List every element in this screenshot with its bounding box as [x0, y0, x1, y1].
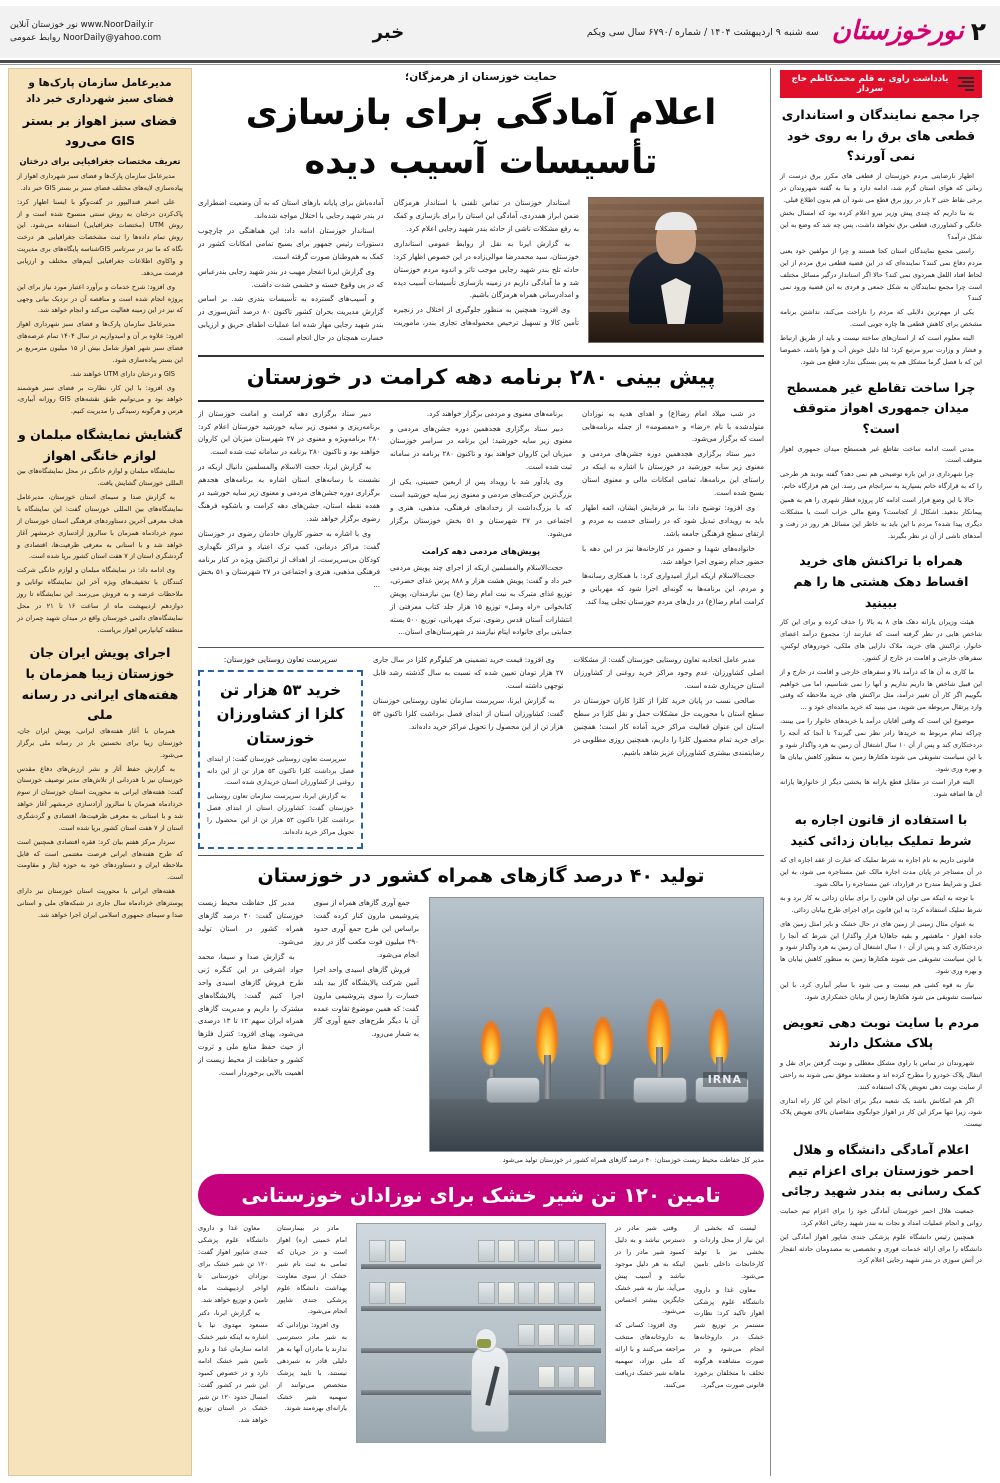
left-article-3-headline[interactable]: اجرای پویش ایران جان خوزستان زیبا همزمان با هفته‌های ایرانی در رسانه ملی — [21, 645, 179, 723]
storage-tank — [486, 1077, 540, 1103]
paragraph: لیست که بخشی از این نیاز از محل واردات و بخشی نیز با تولید کارخانجات داخلی تامین می‌شود. — [694, 1224, 764, 1280]
kolza-row — [198, 654, 764, 848]
masthead — [0, 6, 1000, 58]
paragraph: مادر در بیمارستان امام خمینی (ره) اهواز است و در جریان که تمامی به ثبت نام شیر خشک از سوی معاونت بهداشت دانشگاه علوم پزشکی جندی شاپور انجام می‌شود. — [277, 1224, 347, 1316]
paragraph: به گزارش ایرنا به نقل از روابط عمومی استانداری خوزستان، سید محمدرضا موالی‌زاده در این خصوص اظهار کرد: حادثه تلخ بندر شهید رجایی موجب تاثر و اندوه مردم خوزستان شد و ما آمادگی داریم در زمینه بازسازی تأسیسات آسیب دیده و امدادرسانی همراه هرمزگان باشیم. — [393, 238, 579, 300]
right-article-2-body — [780, 444, 982, 543]
paragraph: هیئت وزیران یارانه دهک های ۸ به بالا را حذف کرده و برای این کار شاخص هایی در نظر گرفته است که عبارتند از: مجموع درآمد اعضای خانوار، تراکنش های خرید، ملاک دارایی های ملکی، خودروهای لوکس، سفرهای خارجی و اقامت در خارج از کشور. — [780, 618, 982, 662]
left-article-2-body — [17, 466, 183, 636]
story2-band — [198, 355, 764, 402]
paragraph: شهروندان در تماس با راوی مشکل معطلی و نوبت گرفتن برای نقل و انتقال پلاک خودرو را مطرح کرده اند و معتقدند موفق نمی شوند به راحتی از سایت نوبت دهی تعویض پلاک استفاده کنند. — [780, 1058, 982, 1091]
website-label: نور خوزستان آنلاین — [10, 19, 78, 30]
paragraph: به گزارش صدا و سیما، محمد جواد اشرفی در این کنگره ژنی طرح فروش گازهای اسیدی واحد اجرا کنیم گفت: پالایشگاه‌های مشترک را داریم و مدیریت گازهای همراه ایران سهم ۱۲ تا ۱۳ درصدی می‌شود، پهنای افزود: کنترل فلزها از حیث حفظ منابع ملی و ثروت کشور و حفاظت از محیط زیست از اهمیت بالایی برخوردار است. — [198, 951, 304, 1078]
paragraph: حالا با این وضع قرار است ادامه کار پروژه قطار شهری را هم به همین پیمانکار بدهید. اشکال از کجاست؟ وضع مالی خراب است یا مشکلات دیگری پیدا شده؟ مردم با این باید به خاطر این مسائل هر روز در رفت و آمدهای ناشی از آن در نظر بگیرند. — [780, 495, 982, 540]
newspaper-logo — [832, 18, 964, 45]
paragraph: مدتی است ادامه ساخت تقاطع غیر همسطح میدان جمهوری اهواز متوقف است. — [780, 444, 982, 465]
story2-col-3 — [582, 408, 764, 642]
paragraph: وی گزارش ایرنا انفجار مهیب در بندر شهید رجایی بندرعباس که در پی وقوع خسته و خشمی شدت داشت. — [198, 266, 384, 289]
website-line — [10, 19, 190, 32]
right-article-3-headline[interactable]: همراه با تراکنش های خرید اقساط دهک هشتی ها را هم ببینید — [793, 553, 969, 610]
right-article-4-headline[interactable]: با استفاده از قانون اجاره به شرط تملیک بیابان زدائی کنید — [790, 812, 972, 848]
gas-row — [198, 897, 764, 1166]
lead-story-header — [198, 68, 764, 188]
paragraph: استاندار خوزستان در تماس تلفنی با استاندار هرمزگان ضمن ابراز همدردی، آمادگی این استان را برای بازسازی و کمک به رفع مشکلات ناشی از حادثه بندر شهید رجایی اعلام کرد. — [393, 198, 579, 233]
paragraph: با توجه به اینکه می توان این قانون را برای بیابان زدائی به کار برد و به شرط تملیک استفاده کرد: به این قانون برای اجرای طرح بیابان زدائی. — [780, 893, 982, 914]
paragraph: حجت‌الاسلام والمسلمین اریکه از اجرای چند پویش مردمی خبر داد و گفت: پویش هشت هزار و ۸۸۸ پرس غذای حضرتی، توزیع غذای متبرک به نیت امام رضا (ع) بین نیازمندان، پویش کتابخوانی «راه وصل» توزیع ۱۵ هزار جلد کتاب معرفتی از انتشارات آستان قدس رضوی، تبرک مهربانی، توزیع ۵۰۰ بسته حمایتی برای خانواده ایتام نیازمند در شهرستان‌های استان... — [390, 562, 572, 637]
paragraph: به بنا داریم که چندی پیش وزیر نیرو اعلام کرده بود که امسال بخش خانگی و کشاورزی، قطعی برق نخواهد داشت، پس چه شد که وضع به این شکل درآمد؟ — [780, 209, 982, 242]
right-banner-wrap — [772, 68, 990, 100]
right-sidebar — [770, 68, 992, 1476]
paragraph: به گزارش ایرنا، حجت الاسلام والمسلمین دانیال اریکه در نشست با رسانه‌های استان اشاره به برنامه‌های هجدهم برگزاری دوره جشن‌های مردمی و معنوی زیر سایه خورشید در هفده نقطه استان، جشن‌های دهه کرامت و باشکوه فرهنگ رضوی برگزار خواهد شد. — [198, 462, 380, 523]
milk-row — [198, 1223, 764, 1443]
paragraph: دبیر ستاد برگزاری دهه کرامت و امامت خوزستان از برنامه‌ریزی و معنوی زیر سایه خورشید خوزستان اعلام کرد: ۲۸۰ برنامه‌ویژه و معنوی در ۲۷ شهرستان میزبان این کاروان خواهند بود و تاکنون ۲۸۰ برنامه در سامانه ثبت شده است. — [198, 408, 381, 457]
logo-text: نورخوزستان — [831, 16, 964, 47]
gas-photo-caption: مدیر کل حفاظت محیط زیست خوزستان: ۴۰ درصد گازهای همراه کشور در خوزستان تولید می‌شود — [502, 1156, 764, 1165]
masthead-contact — [10, 19, 190, 46]
paragraph: وی ادامه داد: در نمایشگاه مبلمان و لوازم خانگی شرکت کنندگان با تخفیف‌های ویژه آخر این نمایشگاه توانایی و ملاحظات عرضه و به فروش می‌رسد. این نمایشگاه تا روز دوازدهم اردیبهشت ماه از ساعت ۱۶ تا ۲۱ در محل نمایشگاه‌های دائمی خوزستان واقع در میدان شهید چمران در منطقه کیانپارس اهواز برپاست. — [17, 566, 183, 634]
story2-headline[interactable]: پیش بینی ۲۸۰ برنامه دهه کرامت در خوزستان — [246, 365, 716, 390]
paragraph: وی افزود: با این کار، نظارت بر فضای سبز هوشمند خواهد بود و می‌توانیم طبق نقشه‌های GIS روزانه آبیاری، هرس و هرگونه رسیدگی را مدیریت کنیم. — [17, 383, 183, 416]
paragraph: مدیر کل حفاظت محیط زیست خوزستان گفت: ۴۰ درصد گازهای همراه کشور در استان تولید می‌شود. — [198, 898, 304, 946]
paragraph: نمایشگاه مبلمان و لوازم خانگی در محل نمایشگاه‌های بین المللی خوزستان گشایش یافت. — [17, 467, 183, 488]
story2-subhead: پویش‌های مردمی دهه کرامت — [421, 545, 541, 556]
paragraph: مدیرعامل سازمان پارک‌ها و فضای سبز شهرداری اهواز از پیاده‌سازی لایه‌های مختلف فضای سبز بر بستر GIS خبر داد. — [17, 172, 183, 192]
paragraph: مدیرعامل سازمان پارک‌ها و فضای سبز شهرداری اهواز افزود: علاوه بر آن و امیدواریم در سال ۱۴۰۴ تمام عرصه‌های فضای سبز شهر اهواز شامل بیش از ۱۵ میلیون مترمربع بر این بستر پیاده‌سازی شود. — [17, 320, 183, 364]
right-article-6-body — [780, 1206, 982, 1267]
side-story — [574, 654, 765, 761]
paragraph: سرپرست تعاون روستایی خوزستان گفت: از ابتدای فصل برداشت کلزا تاکنون ۵۳ هزار تن از این دانه روغنی از کشاورزان استان خریداری شده است. — [207, 754, 354, 787]
paragraph: به گزارش ایرنا، سرپرست سازمان تعاون روستایی خوزستان گفت: کشاورزان استان از ابتدای فصل برداشت کلزا تاکنون ۵۳ هزار تن از این محصول را تحویل مراکز خرید داده‌اند. — [373, 696, 564, 731]
left-article-3 — [17, 643, 183, 921]
left-article-1-headline[interactable]: فضای سبز اهواز بر بستر GIS می‌رود — [22, 112, 178, 149]
right-article-4 — [772, 805, 990, 1008]
section-name: خبر — [372, 21, 405, 43]
paragraph: فروش گازهای اسیدی واحد اجرا آمین شرکت پالایشگاه گاز بید بلند خسارت را سوی پتروشیمی مارون گفت: که همین موضوع تفاوت عمده آن با دیگر طرح‌های جمع آوری گاز به شمار می‌رود. — [313, 964, 419, 1039]
paragraph: و آسیب‌های گسترده به تأسیسات بندری شد. بر اساس گزارش مدیریت بحران کشور تاکنون ۸۰ درصد آتش‌سوزی در بندر شهید رجایی مهار شده اما عملیات اطفای حریق و ارزیابی خسارت همچنان در حال انجام است. — [198, 294, 384, 343]
milk-col-3 — [615, 1223, 685, 1393]
right-article-1 — [772, 100, 990, 373]
boxed-story-headline[interactable]: خرید ۵۳ هزار تن کلزا از کشاورزان خوزستان — [216, 680, 345, 747]
paragraph: همزمان با آغاز هفته‌های ایرانی، پویش ایران جان، خوزستان زیبا برای نخستین بار در رسانه ملی برگزار می‌شود. — [17, 726, 183, 759]
paragraph: سردار مرکز هفتم بیان کرد: فقره اقتصادی همچنین است که طرح هفته‌های ایرانی فرصت مغتنمی است که قابل ملاحظه ایران و دستاوردهای خود به حوزه ایثار و مقاومت است. — [17, 837, 183, 882]
paragraph: موضوع این است که وقتی آقایان درآمد یا خریدهای خانوار را می بینند، چراکه تمام مربوط به خریدها رادر نظر نمی گیرند؟ تا آنجا که آنجه را دردختکاری کند و پس از آن ۱۰ سال اشتغال آن زمین به هرد واگذار شود و با این سیاست تشویقی می شوند هکتارها زمین به منظور کاهش بیابان ها و بهره وری شود. — [780, 717, 982, 773]
paragraph: قانونی داریم به نام اجاره به شرط تملیک که عبارت از عقد اجاره ای که در آن مستاجر در پایان مدت اجاره مالک عین مستاجره می شود، به این عمل و شرایط مندرج در قرارداد، عین مستاجره را مالک شود. — [780, 856, 982, 889]
boxed-story-source: سرپرست تعاون روستایی خوزستان: — [223, 655, 338, 665]
right-article-3-body — [780, 617, 982, 801]
right-article-3 — [772, 546, 990, 805]
boxed-story — [198, 654, 363, 848]
opinion-banner-text: یادداشت راوی به قلم محمدکاظم حاج سردار — [791, 74, 949, 94]
paragraph: دبیر ستاد برگزاری هجدهمین دوره جشن‌های مردمی و معنوی زیر سایه خورشید در خوزستان با اشاره به اینکه در راستای این برنامه‌ها، تمامی امکانات مالی و معنوی استان بسیج شده است. — [582, 449, 764, 498]
paragraph: به گزارش ایرنا، سرپرست سازمان تعاون روستایی خوزستان گفت: کشاورزان استان از ابتدای فصل برداشت کلزا تاکنون ۵۳ هزار تن از این محصول را تحویل مراکز خرید داده‌اند. — [207, 792, 355, 836]
paragraph: GIS و درختان دارای UTM خواهند شد. — [70, 369, 175, 378]
gas-col-1 — [198, 897, 304, 1082]
paragraph: به گزارش حفظ آثار و نشر ارزش‌های دفاع مقدس خوزستان نیز با قدردانی از تلاش‌های مدیر توصیف خوزستان گفت: هفته‌های ایرانی به محوریت استان خوزستان از سوم خردادماه همزمان با سالروز آزادسازی خرمشهر آغاز خواهد شد و با استانی به معرفی ظرفیت‌ها، اقتصادی و گردشگری استان از ۷ هفت استان کشور برپا شده است. — [17, 764, 183, 832]
paragraph: به گزارش ایرنا، دکتر مسعود مهدوی نیا با اشاره به اینکه شیر خشک ادامه سازمان غذا و دارو تامین شیر خشک ادامه دارد و در خصوص کمبود این شیر در کشور گفت: امسال حدود ۱۲۰ تن شیر خشک در استان توزیع خواهد شد. — [198, 1309, 268, 1425]
milk-photo — [356, 1223, 606, 1443]
left-article-3-body — [17, 726, 183, 922]
gas-photo-wrap — [429, 897, 764, 1166]
paragraph: ما کاری به آن ها که درآمد بالا و سفرهای خارجی و اقامت در خارج و از این قبیل شاخص ها داریم نداریم و آنها را نمی شناسیم، اما می خواهیم بگوییم اگر کار آن تغییر درآمد، مثل تراکنش های خرید ملاحظه که وقتی وارد پرتقال مربوطه می شوید، می بینید که خرید مائده‌ای خود و ... — [780, 667, 982, 712]
paragraph: در شب میلاد امام رضا(ع) و اهدای هدیه به نوزادان متولدشده با نام «رضا» و «معصومه» از جمله برنامه‌هایی است که برگزار می‌شود. — [582, 408, 764, 444]
paragraph: جمع آوری گازهای همراه از سوی پتروشیمی مارون کنار کرده گفت: براساس این طرح جمع آوری حدود ۲۹۰ میلیون فوت مکعب گاز در روز انجام می‌شود. — [313, 898, 419, 959]
paragraph: به گزارش صدا و سیمای استان خوزستان، مدیرعامل نمایشگاه‌های بین المللی خوزستان گفت: این نمایشگاه با هدف معرفی آخرین دستاوردهای فرهنگی استان خوزستان از سوم خردادماه همزمان با سالروز آزادسازی خرمشهر آغاز خواهد شد و با استانی به معرفی ظرفیت‌ها، اقتصادی و گردشگری استان از ۷ هفت استان کشور برپا شده است. — [17, 493, 183, 561]
milk-col-2 — [277, 1223, 347, 1417]
boxed-story-body — [207, 754, 354, 839]
left-article-2-headline[interactable]: گشایش نمایشگاه مبلمان و لوازم خانگی اهواز — [17, 427, 183, 463]
storage-tank — [633, 1077, 687, 1103]
right-article-5-headline[interactable]: مردم با سایت نوبت دهی تعویض پلاک مشکل دارند — [782, 1014, 980, 1051]
left-article-1-kicker: مدیرعامل سازمان پارک‌ها و فضای سبز شهرداری خبر داد — [26, 77, 174, 105]
paragraph: به عنوان مثال زمینی از زمین های در حال خشک و بایر امثل زمین های جاده اهواز - ماهشهر و بقیه جاها(با قرار واگذار) این شرط که آنجا را دردختکاری کند و پس از آن ۱۰ سال اشتغال آن زمین به هرد واگذار شود و با این سیاست تشویقی می شوند هکتارها زمین به منظور کاهش بیابان ها و بهره وری شود. — [780, 919, 982, 976]
mask-icon — [477, 1339, 491, 1348]
paragraph: وی افزود: توضیح داد: بنا بر فرمایش ایشان، ائمه اطهار باید به رویدادی تبدیل شود که در راستای خدمت به مردم و ارتقای سطح فرهنگی جامعه باشد. — [582, 502, 764, 538]
right-article-1-body — [780, 171, 982, 369]
photo-agency-label: IRNA — [703, 1072, 747, 1087]
paragraph: وی یادآور شد با رویداد پس از اربعین حسینی، یکی از بزرگ‌ترین حرکت‌های مردمی و معنوی زیر سایه خورشید است که با بزرگ‌داشت از رخدادهای فرهنگی، مذهبی، هنری و اجتماعی در ۲۷ شهرستان و ۵۱ بخش خوزستان برگزار می‌شود. — [390, 477, 572, 538]
paragraph: وقتی شیر مادر در دسترس نباشد و به دلیل کمبود شیر مادر را در اینکه به هر دلیل موجود نباشد و آسیب پیش می‌آید، نیاز به شیر خشک جایگزین بیشتر احساس می‌شود. — [615, 1224, 685, 1316]
masthead-brand — [587, 18, 986, 45]
paragraph: وی افزود: شرح خدمات و برآورد اعتبار مورد نیاز برای این پروژه انجام شده است و مناقصه آن در نزدیک بیانی وجهی که نیز در این زمینه فعالیت می‌کند و انجام خواهد شد. — [17, 282, 183, 315]
right-article-2-headline[interactable]: چرا ساخت تقاطع غیر همسطح میدان جمهوری اهواز متوقف است؟ — [786, 379, 976, 436]
masthead-rule — [0, 60, 1000, 63]
paragraph: وی با اشاره به حضور کاروان خادمان رضوی در خوزستان گفت: مراکز درمانی، کمپ ترک اعتیاد و مراکز نگهداری کودکان بی‌سرپرست، از اهداف از تراکنش ویژه در کنار برنامه فرهنگی مذهبی، هنری و اجتماعی در ۲۷ شهرستان و ۵۱ بخش ... — [198, 528, 380, 590]
website-url[interactable]: www.NoorDaily.ir — [80, 19, 154, 30]
side-story-extra — [373, 654, 564, 735]
right-article-6 — [772, 1135, 990, 1271]
issue-line: سه شنبه ۹ اردیبهشت ۱۴۰۴ / شماره /۶۷۹۰ سال سی ویکم — [586, 26, 819, 38]
paragraph: همچنین رئیس دانشگاه علوم پزشکی جندی شاپور اهواز آمادگی این دانشگاه را برای ارائه خدمات فوری و تخصصی به مصدومان حادثه انفجار در آتش سوزی در بندر شهید رجایی اعلام کرد. — [780, 1232, 982, 1265]
paragraph: معاون غذا و داروی دانشگاه علوم پزشکی جندی شاپور اهواز گفت: ۱۲۰ تن شیر خشک برای نوزادان خوزستانی تا اواخر اردیبهشت ماه تامین و توزیع خواهد شد. — [198, 1224, 268, 1304]
paragraph: راستی مجمع نمایندگان استان کجا هستند و چرا از مولفین خود یعنی مردم دفاع نمی کنند؟ نماینده‌ای که در این قضیه قطعی برق مردم از این لحاظ افتاد اللعل همردوی نمی کند؟ حالا اگر استاندار درگیر مسائل مختلف است چرا مجمع نمایندگان به شکل جمعی و فردی به این قضیه ورود نمی کنند؟ — [780, 247, 982, 303]
paragraph: حجت‌الاسلام اریکه ابراز امیدواری کرد: با همکاری رسانه‌ها و مردم، این برنامه‌ها به گونه‌ای اجرا شود که مهربانی و کرامت امام رضا(ع) در دل‌های مردم خوزستان تجلی پیدا کند. — [582, 571, 764, 607]
story2-columns — [198, 408, 764, 642]
milk-photo-wrap — [356, 1223, 606, 1443]
opinion-banner — [780, 70, 982, 98]
paragraph: صالحی نسب در پایان خرید کلزا از کلزا کاران خوزستان در سطح استان با محوریت حل مشکلات حمل و نقل کلزا در سطح استان این عنوان فعالیت مراکز خرید آماده کار است؛ همچنین برای خرید تمام محصول کلزا را داریم، همچنین روزی مطلوبی در رضایتمندی بیشتری کشاورزان عزیز شاهد باشیم. — [573, 696, 764, 757]
boxed-story-frame — [198, 670, 363, 849]
right-article-6-headline[interactable]: اعلام آمادگی دانشگاه و هلال احمر خوزستان برای اعزام تیم کمک رسانی به بندر شهید رجائی — [781, 1142, 981, 1199]
shelf — [361, 1264, 601, 1269]
paragraph: خانواده‌های شهدا و حضور در کارخانه‌ها نیز در این دهه با حضور خدام رضوی اجرا خواهد شد. — [582, 543, 764, 566]
paragraph: وی افزود: کسانی که به داروخانه‌های منتخب مراجعه می‌کنند و با ارائه کد ملی نوزاد، سهمیه ماهانه شیر خشک دریافت می‌کنند. — [615, 1321, 685, 1389]
lead-headline[interactable]: اعلام آمادگی برای بازسازی تأسیسات آسیب دیده — [245, 92, 717, 183]
paragraph: وی افزود: نوزادانی که به شیر مادر دسترسی ندارند یا مادران آنها به هر دلیلی قادر به شیردهی نیستند، با تایید پزشک متخصص می‌توانند از سهمیه شیر خشک یارانه‌ای بهره‌مند شوند. — [277, 1321, 347, 1413]
email-line — [10, 32, 190, 45]
paragraph: دبیر ستاد برگزاری هجدهمین دوره جشن‌های مردمی و معنوی زیر سایه خورشید: این برنامه در سراسر خوزستان میزبان این کاروان خواهند بود و تاکنون ۲۸۰ برنامه در سامانه ثبت شده است. — [390, 423, 572, 472]
milk-col-1 — [198, 1223, 268, 1429]
paragraph: وی افزود: قیمت خرید تضمینی هر کیلوگرم کلزا در سال جاری ۲۷ هزار تومان تعیین شده که نسبت به سال گذشته رشد قابل توجهی داشته است. — [373, 655, 564, 691]
shelf — [361, 1306, 601, 1311]
paragraph: اظهار نارضایتی مردم خوزستان از قطعی های مکرر برق درست از زمانی که هوای استان گرم شد، ادامه دارد و بنا به گفته شهروندان در برخی نقاط حتی ۲ بار در روز برق قطع می شود آن هم بدون اطلاع قبلی. — [780, 171, 982, 204]
paragraph: هفته‌های ایرانی با محوریت استان خوزستان نیز دارای پوسترهای خردادماه سال جاری در شبکه‌های ملی و استانی صدا و سیمای جمهوری اسلامی ایران اجرا خواهد شد. — [17, 887, 183, 919]
lead-text-columns — [198, 197, 579, 345]
paragraph: اگر هم امکانش باشد یک شعبه دیگر برای انجام این کار راه اندازی شود، زیرا تنها مرکز این کار در اهواز جوابگوی متقاضیان بالای تعویض پلاک نیست. — [780, 1096, 982, 1129]
paragraph: مدیر عامل اتحادیه تعاون روستایی خوزستان گفت: از مشکلات اصلی کشاورزان، عدم وجود مراکز خرید روغنی از کشاورزان استان خریداری شده است. — [573, 655, 764, 691]
gas-headline[interactable]: تولید ۴۰ درصد گازهای همراه کشور در خوزستان — [257, 864, 705, 887]
paragraph: البته معلوم است که از استان‌های ساخته نیست و باید از طریق ارتباط و فشار و وزارت نیرو مرتبع کرد؛ لذا دلیل خوش آب و هوا باشد، خصوصا این که با فصل گرما مشکل هم به پس بستگی ندارد قطع می شود. — [780, 334, 982, 366]
center-column — [198, 68, 764, 1476]
menu-icon — [958, 77, 974, 91]
story2-col-1 — [198, 408, 380, 642]
gas-col-2 — [314, 897, 420, 1082]
page-number: ۲ — [970, 17, 986, 47]
flare-icon — [593, 1017, 613, 1065]
lead-photo — [588, 197, 764, 343]
paragraph: برنامه‌های معنوی و مردمی برگزار خواهند کرد. — [426, 408, 563, 418]
left-article-2 — [17, 425, 183, 636]
milk-col-4 — [694, 1223, 764, 1393]
paragraph: یکی از مهم‌ترین دلایلی که مردم را ناراحت می‌کند، نداشتن برنامه مشخص برای کاهش قطعی ها چاره جویی است. — [780, 308, 982, 329]
paragraph: جمعیت هلال احمر خوزستان آمادگی خود را برای اعزام تیم حمایت روانی و انجام عملیات امداد و نجات به بندر شهید رجائی اعلام کرد. — [780, 1206, 982, 1227]
right-article-5-body — [780, 1058, 982, 1131]
paragraph: علی اصغر قندالیپور در گفت‌وگو با ایسنا اظهار کرد: پاک‌کردن درختان به روش سنتی منسوخ شده است و از روش UTM (مختصات جغرافیایی) استفاده می‌شود. این روش تمام داده‌ها را ثبت مشخصات جغرافیایی هر درخت نگاه که ما نیز در سرتاسر GIS‌شناسه پایگاه‌های بری مدیریت و واکاوی اطلاعات جغرافیایی آیتم‌های مختلف و ارزیابی فرصت می‌دهد. — [17, 197, 183, 277]
paragraph: وی افزود: همچنین به منظور جلوگیری از اختلال در زنجیره تأمین کالا و تسهیل ترخیص محموله‌های تجاری بندر، ماموریت آماده‌باش برای پایانه بارهای استان که به آن وضعیت اضطراری در بندر شهید رجایی با اختلال مواجه شده‌اند. — [198, 198, 579, 328]
photo-ground — [430, 1099, 763, 1151]
masthead-rule-thin — [0, 64, 1000, 65]
right-article-5 — [772, 1008, 990, 1135]
paragraph: معاون غذا و داروی دانشگاه علوم پزشکی اهواز تاکید کرد: نظارت مستمر بر توزیع شیر خشک در داروخانه‌ها انجام می‌شود و در صورت مشاهده هرگونه تخلف با متخلفان برخورد قانونی صورت می‌گیرد. — [694, 1285, 764, 1389]
left-article-1-subhead: تعریف مختصات جغرافیایی برای درختان — [19, 155, 181, 166]
gas-photo — [429, 897, 764, 1152]
divider-2 — [198, 855, 764, 856]
story2-col-2 — [390, 408, 572, 642]
left-sidebar — [8, 68, 192, 1476]
flare-icon — [481, 1021, 501, 1065]
masthead-section — [190, 22, 587, 43]
lead-story-body — [198, 197, 764, 345]
paragraph: استاندار خوزستان ادامه داد: این هماهنگی در چارچوب دستورات رئیس جمهور برای بسیج تمامی امکانات کشور در کمک به هم‌وطنان صورت گرفته است. — [198, 225, 384, 261]
paragraph: نیاز به قوه کشی هم نیست و می شود با سایر آبیاری کرد. با این سیاست تشویقی می شود هکتارها زمین از بیابان خشکزاری شود. — [780, 980, 982, 1001]
email-address[interactable]: NoorDaily@yahoo.com — [63, 33, 162, 43]
lead-kicker: حمایت خوزستان از هرمزگان؛ — [405, 71, 557, 83]
pr-label: روابط عمومی — [10, 33, 61, 43]
right-article-2 — [772, 373, 990, 547]
right-article-4-body — [780, 855, 982, 1003]
gas-text-columns — [198, 897, 419, 1082]
paragraph: البته قرار است در مقابل قطع یارانه ها بخشی دیگر از خانوارها یارانه آن ها اضافه شود. — [780, 778, 982, 799]
divider-1 — [198, 647, 764, 648]
milk-headline-banner[interactable]: تامین ۱۲۰ تن شیر خشک برای نوزادان خوزستانی — [198, 1174, 764, 1216]
left-article-1-body — [17, 171, 183, 418]
left-article-1 — [17, 76, 183, 418]
paragraph: چرا شهرداری در این باره توضیحی هم نمی دهد؟ گفته بودید هر طرحی را که به قرارگاه خاتم بسپارید به سرانجام می رسد. این هم فرارگاه خاتم. — [780, 470, 982, 491]
right-article-1-headline[interactable]: چرا مجمع نمایندگان و استانداری قطعی های برق را به روی خود نمی آورند؟ — [781, 107, 981, 164]
